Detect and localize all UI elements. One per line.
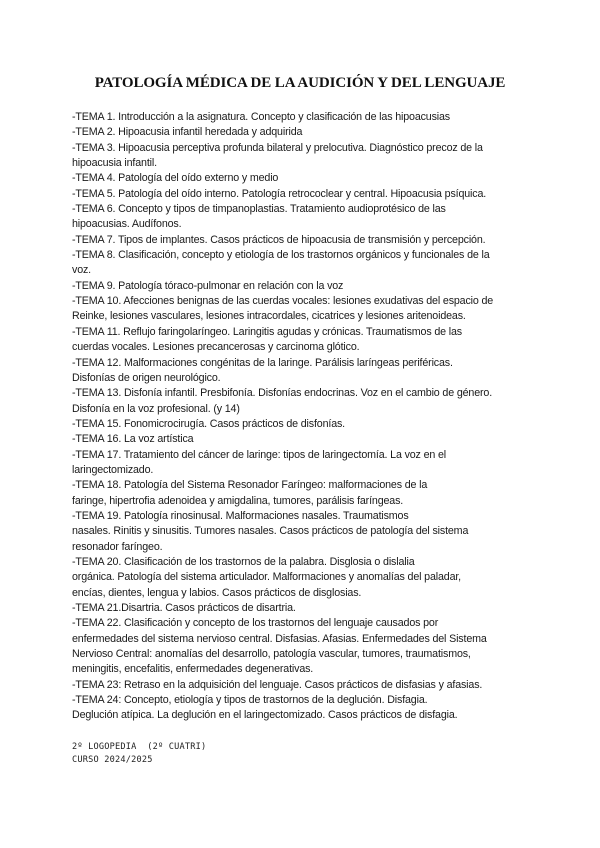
topic-line: -TEMA 19. Patología rinosinusal. Malformaciones nasales. Traumatismos [72,509,409,522]
topic-line: orgánica. Patología del sistema articulador. Malformaciones y anomalías del paladar, [72,571,461,584]
topic-line: resonador faríngeo. [72,540,163,553]
topic-line: -TEMA 2. Hipoacusia infantil heredada y adquirida [72,126,303,139]
topic-line: -TEMA 12. Malformaciones congénitas de la laringe. Parálisis laríngeas periféricas. [72,356,453,369]
topic-line: -TEMA 13. Disfonía infantil. Presbifonía. Disfonías endocrinas. Voz en el cambio de género. [72,387,493,400]
footer [72,741,206,767]
page-title: PATOLOGÍA MÉDICA DE LA AUDICIÓN Y DEL LENGUAJE [94,75,506,91]
topic-line: -TEMA 7. Tipos de implantes. Casos prácticos de hipoacusia de transmisión y percepción. [72,233,486,246]
topic-line: meningitis, encefalitis, enfermedades degenerativas. [72,663,314,676]
footer-course-line: 2º LOGOPEDIA (2º CUATRI) [72,742,207,752]
topic-line: -TEMA 11. Reflujo faringolaríngeo. Laringitis agudas y crónicas. Traumatismos de las [72,325,462,338]
topic-line: Nervioso Central: anomalías del desarrollo, patología vascular, tumores, traumatismos, [72,648,471,661]
topic-line: cuerdas vocales. Lesiones precancerosas y carcinoma glótico. [72,341,360,354]
topic-line: voz. [72,264,92,277]
topic-line: faringe, hipertrofia adenoidea y amigdalina, tumores, parálisis faríngeas. [72,494,404,507]
topic-line: -TEMA 8. Clasificación, concepto y etiología de los trastornos orgánicos y funcionales de la [72,249,490,262]
topic-line: -TEMA 24: Concepto, etiología y tipos de trastornos de la deglución. Disfagia. [72,694,428,707]
topic-line: -TEMA 23: Retraso en la adquisición del lenguaje. Casos prácticos de disfasias y afasias. [72,678,483,691]
topic-line: -TEMA 22. Clasificación y concepto de los trastornos del lenguaje causados por [72,617,439,630]
topic-line: -TEMA 18. Patología del Sistema Resonador Faríngeo: malformaciones de la [72,479,428,492]
topic-line: -TEMA 21.Disartria. Casos prácticos de disartria. [72,602,296,614]
topic-line: -TEMA 4. Patología del oído externo y medio [72,172,279,185]
topic-line: laringectomizado. [72,463,154,476]
topic-line: encías, dientes, lengua y labios. Casos prácticos de disglosias. [72,586,362,599]
topic-line: enfermedades del sistema nervioso central. Disfasias. Afasias. Enfermedades del Sistema [72,632,487,645]
topic-list [72,110,532,724]
topic-line: Disfonía en la voz profesional. (y 14) [72,402,240,415]
topic-line: nasales. Rinitis y sinusitis. Tumores nasales. Casos prácticos de patología del sistema [72,525,469,538]
topic-line: hipoacusia infantil. [72,157,157,170]
topic-line: -TEMA 3. Hipoacusia perceptiva profunda bilateral y prelocutiva. Diagnóstico precoz de la [72,141,483,154]
topic-line: -TEMA 15. Fonomicrocirugía. Casos prácticos de disfonías. [72,417,346,430]
topic-line: -TEMA 9. Patología tóraco-pulmonar en relación con la voz [72,279,344,292]
topic-line: -TEMA 16. La voz artística [72,433,194,446]
topic-line: -TEMA 20. Clasificación de los trastornos de la palabra. Disglosia o dislalia [72,555,415,568]
topic-line: -TEMA 1. Introducción a la asignatura. Concepto y clasificación de las hipoacusias [72,111,451,123]
topic-line: Deglución atípica. La deglución en el laringectomizado. Casos prácticos de disfagia. [72,709,458,722]
topic-line: -TEMA 10. Afecciones benignas de las cuerdas vocales: lesiones exudativas del espacio de [72,295,494,308]
topic-line: -TEMA 17. Tratamiento del cáncer de laringe: tipos de laringectomía. La voz en el [72,448,446,461]
topic-line: -TEMA 6. Concepto y tipos de timpanoplastias. Tratamiento audioprotésico de las [72,203,446,216]
topic-line: hipoacusias. Audífonos. [72,218,182,231]
topic-line: Disfonías de origen neurológico. [72,371,221,384]
footer-year-line: CURSO 2024/2025 [72,755,153,765]
topic-line: Reinke, lesiones vasculares, lesiones intracordales, cicatrices y lesiones aritenoideas. [72,310,466,323]
topic-line: -TEMA 5. Patología del oído interno. Patología retrococlear y central. Hipoacusia psíquica. [72,187,487,200]
